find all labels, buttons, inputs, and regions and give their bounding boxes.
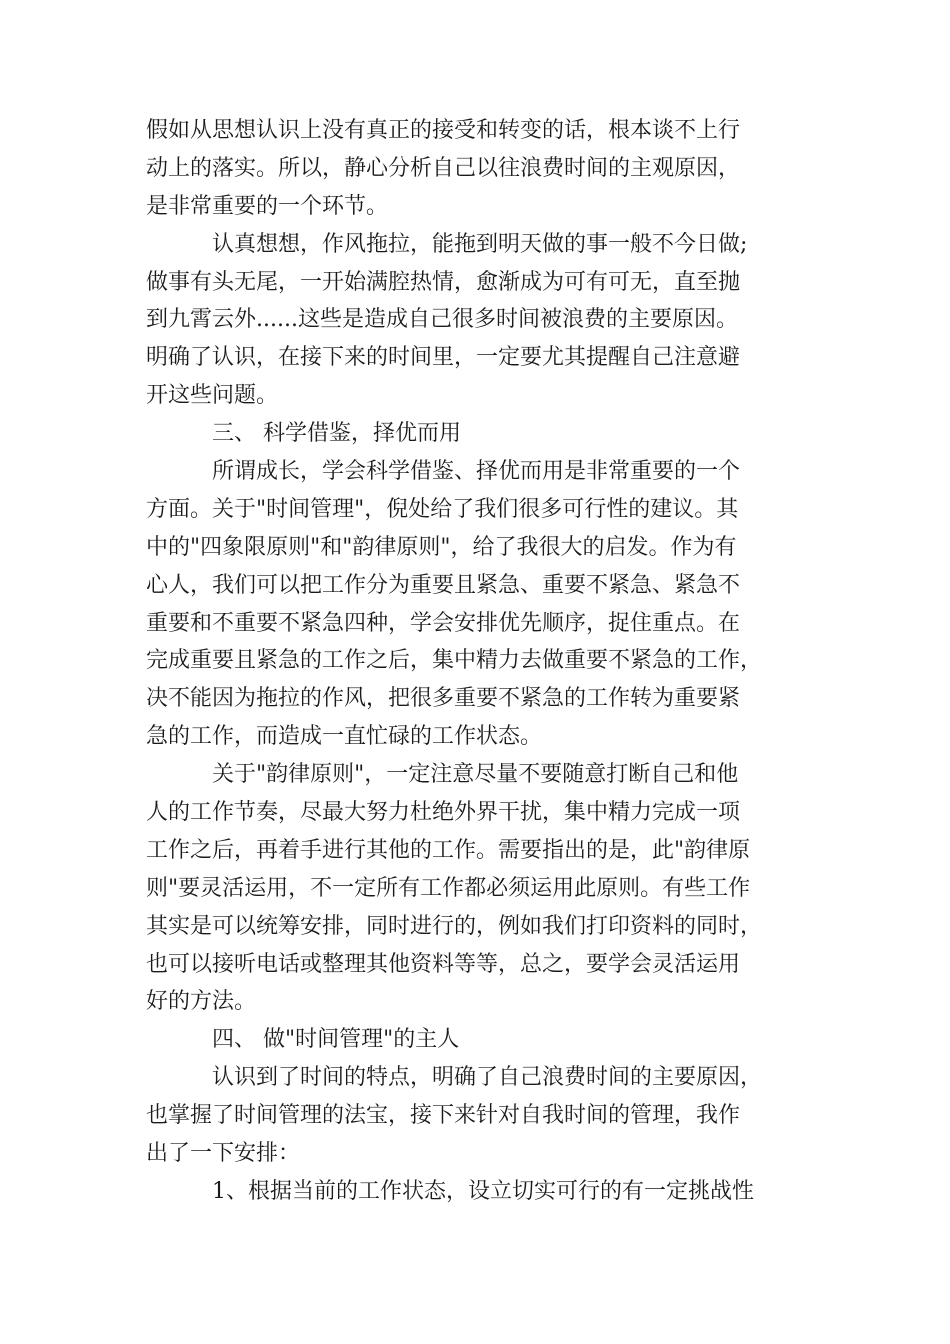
text-line: 人的工作节奏，尽最大努力杜绝外界干扰，集中精力完成一项	[146, 800, 741, 826]
text-line: 所谓成长，学会科学借鉴、择优而用是非常重要的一个	[212, 459, 741, 485]
text-line: 其实是可以统筹安排，同时进行的，例如我们打印资料的同时，	[146, 913, 763, 939]
text-line: 1、根据当前的工作状态，设立切实可行的有一定挑战性	[212, 1178, 754, 1204]
text-line: 动上的落实。所以，静心分析自己以往浪费时间的主观原因，	[146, 155, 741, 181]
text-line: 则"要灵活运用，不一定所有工作都必须运用此原则。有些工作	[146, 875, 751, 901]
text-line: 做事有头无尾，一开始满腔热情，愈渐成为可有可无，直至抛	[146, 269, 741, 295]
text-line: 也可以接听电话或整理其他资料等等，总之，要学会灵活运用	[146, 951, 741, 977]
text-line: 三、 科学借鉴，择优而用	[212, 421, 461, 447]
text-line: 方面。关于"时间管理"，倪处给了我们很多可行性的建议。其	[146, 496, 739, 522]
text-line: 工作之后，再着手进行其他的工作。需要指出的是，此"韵律原	[146, 837, 751, 863]
text-line: 心人，我们可以把工作分为重要且紧急、重要不紧急、紧急不	[146, 572, 741, 598]
text-line: 决不能因为拖拉的作风，把很多重要不紧急的工作转为重要紧	[146, 686, 741, 712]
text-line: 到九霄云外......这些是造成自己很多时间被浪费的主要原因。	[146, 307, 738, 333]
text-line: 关于"韵律原则"，一定注意尽量不要随意打断自己和他	[212, 762, 739, 788]
text-line: 认真想想，作风拖拉，能拖到明天做的事一般不今日做;	[212, 231, 748, 257]
text-line: 完成重要且紧急的工作之后，集中精力去做重要不紧急的工作，	[146, 648, 763, 674]
text-line: 出了一下安排：	[146, 1141, 301, 1167]
text-line: 四、 做"时间管理"的主人	[212, 1027, 460, 1053]
text-line: 认识到了时间的特点，明确了自己浪费时间的主要原因，	[212, 1065, 763, 1091]
text-line: 中的"四象限原则"和"韵律原则"，给了我很大的启发。作为有	[146, 534, 737, 560]
text-line: 假如从思想认识上没有真正的接受和转变的话，根本谈不上行	[146, 118, 741, 143]
text-line: 好的方法。	[146, 989, 257, 1015]
text-line: 开这些问题。	[146, 383, 279, 409]
text-line: 重要和不重要不紧急四种，学会安排优先顺序，捉住重点。在	[146, 610, 741, 636]
text-line: 急的工作，而造成一直忙碌的工作状态。	[146, 724, 543, 750]
document-body	[146, 112, 806, 1211]
text-line: 明确了认识，在接下来的时间里，一定要尤其提醒自己注意避	[146, 345, 741, 371]
text-line: 也掌握了时间管理的法宝，接下来针对自我时间的管理，我作	[146, 1103, 741, 1129]
text-line: 是非常重要的一个环节。	[146, 193, 389, 219]
